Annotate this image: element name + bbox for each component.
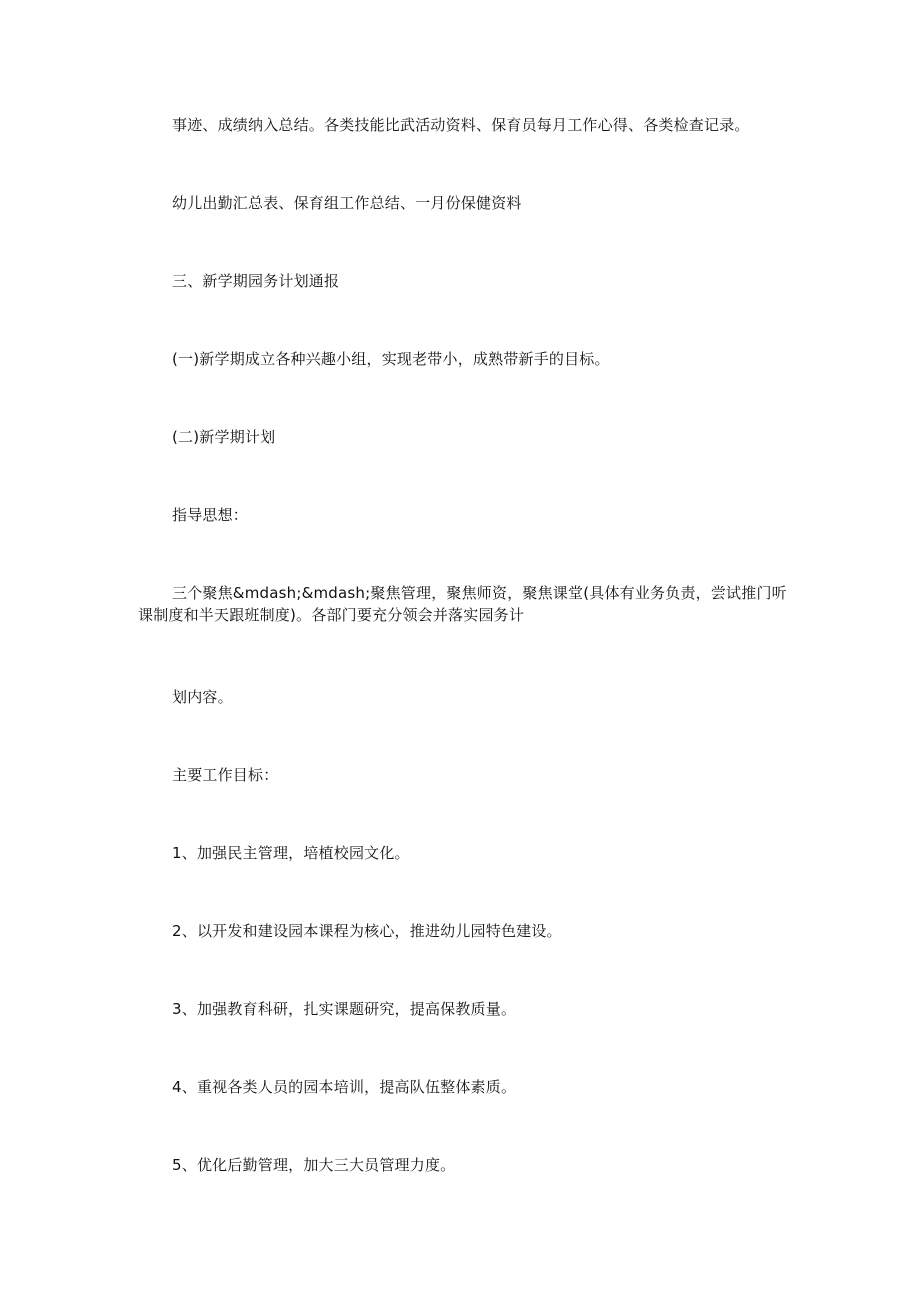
paragraph-plan-content: 划内容。 bbox=[172, 688, 233, 706]
subheading-new-semester-plan: (二)新学期计划 bbox=[172, 428, 276, 446]
label-main-goals: 主要工作目标： bbox=[172, 766, 279, 784]
label-guiding-thought: 指导思想： bbox=[172, 506, 249, 524]
paragraph-records: 事迹、成绩纳入总结。各类技能比武活动资料、保育员每月工作心得、各类检查记录。 bbox=[172, 116, 750, 134]
section-heading-plan: 三、新学期园务计划通报 bbox=[172, 272, 340, 290]
paragraph-interest-groups: (一)新学期成立各种兴趣小组，实现老带小，成熟带新手的目标。 bbox=[172, 350, 610, 368]
goal-item-3: 3、加强教育科研，扎实课题研究，提高保教质量。 bbox=[172, 1000, 517, 1018]
paragraph-three-focuses: 三个聚焦&mdash;&mdash;聚焦管理，聚焦师资，聚焦课堂(具体有业务负责，尝试推门听课制度和半天跟班制度)。各部门要充分领会并落实园务计 bbox=[138, 584, 787, 624]
goal-item-4: 4、重视各类人员的园本培训，提高队伍整体素质。 bbox=[172, 1078, 517, 1096]
paragraph-attendance: 幼儿出勤汇总表、保育组工作总结、一月份保健资料 bbox=[172, 194, 522, 212]
goal-item-5: 5、优化后勤管理，加大三大员管理力度。 bbox=[172, 1156, 456, 1174]
goal-item-1: 1、加强民主管理，培植校园文化。 bbox=[172, 844, 410, 862]
goal-item-2: 2、以开发和建设园本课程为核心，推进幼儿园特色建设。 bbox=[172, 922, 562, 940]
